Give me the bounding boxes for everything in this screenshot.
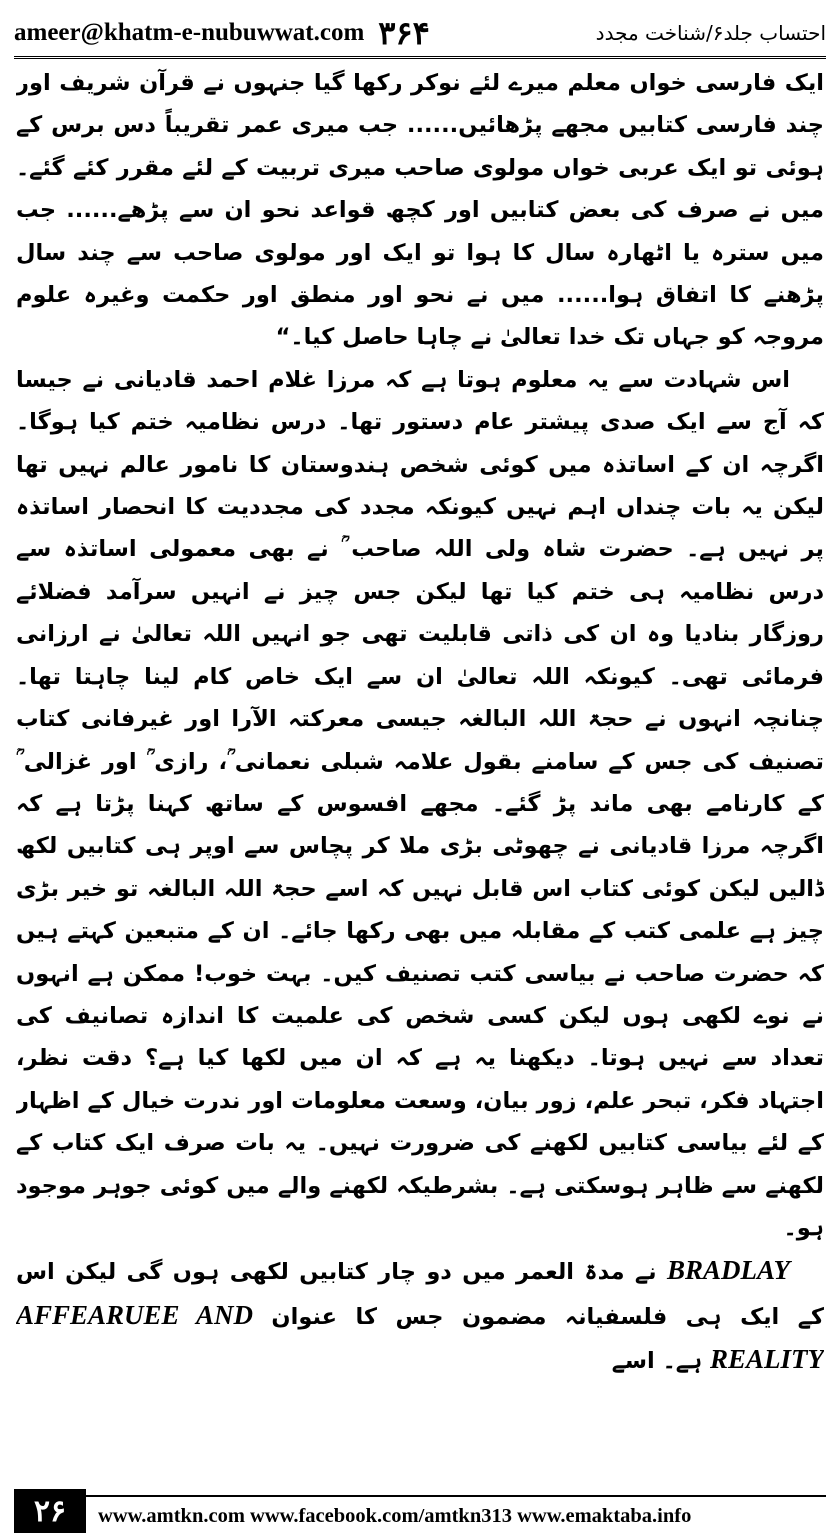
page-body [16,62,824,1478]
header-book-title: احتساب جلد۶/شناخت مجدد [595,21,826,45]
paragraph-quote: ایک فارسی خواں معلم میرے لئے نوکر رکھا گیا جنہوں نے قرآن شریف اور چند فارسی کتابیں مجھے پڑھائیں...... جب میری عمر تقریباً دس برس کے ہوئی تو ایک عربی خواں مولوی صاحب میری تربیت کے لئے مقرر کئے گئے۔ میں نے صرف کی بعض کتابیں اور کچھ قواعد نحو ان سے پڑھے...... جب میں سترہ یا اٹھارہ سال کا ہوا تو ایک اور مولوی صاحب سے چند سال پڑھنے کا اتفاق ہوا...... میں نے نحو اور منطق اور حکمت وغیرہ علوم مروجہ کو جہاں تک خدا تعالیٰ نے چاہا حاصل کیا۔“ [16,70,824,351]
header-left [14,14,430,52]
footer-page-number: ۲۶ [14,1489,86,1533]
page-footer [14,1488,826,1534]
latin-title-reality: AFFEARUEE AND REALITY [16,1299,824,1375]
paragraph-bradlay-text2: ہے۔ اسے [611,1348,710,1375]
page-header [14,10,826,59]
header-email: ameer@khatm-e-nubuwwat.com [14,19,365,46]
paragraph-bradlay [16,1249,824,1382]
header-page-number: ۳۶۴ [378,14,430,52]
paragraph-bradlay-text1: نے مدۃ العمر میں دو چار کتابیں لکھی ہوں گی لیکن اس کے ایک ہی فلسفیانہ مضمون جس کا عنوان [16,1259,824,1330]
latin-name-bradlay: BRADLAY [666,1255,790,1286]
footer-urls: www.amtkn.com www.facebook.com/amtkn313 www.emaktaba.info [86,1495,826,1535]
paragraph-analysis: اس شہادت سے یہ معلوم ہوتا ہے کہ مرزا غلام احمد قادیانی نے جیسا کہ آج سے ایک صدی پیشتر عام دستور تھا۔ درس نظامیہ ختم کیا ہوگا۔ اگرچہ ان کے اساتذہ میں کوئی شخص ہندوستان کا نامور عالم نہیں تھا لیکن یہ بات چنداں اہم نہیں کیونکہ مجدد کی مجددیت کا انحصار اساتذہ پر نہیں ہے۔ حضرت شاہ ولی اللہ صاحب ؒ نے بھی معمولی اساتذہ سے درس نظامیہ ہی ختم کیا تھا لیکن جس چیز نے انہیں سرآمد فضلائے روزگار بنادیا وہ ان کی ذاتی قابلیت تھی جو انہیں اللہ تعالیٰ نے ارزانی فرمائی تھی۔ کیونکہ اللہ تعالیٰ ان سے ایک خاص کام لینا چاہتا تھا۔ چنانچہ انہوں نے حجۃ اللہ البالغہ جیسی معرکتہ الآرا اور غیرفانی کتاب تصنیف کی جس کے سامنے بقول علامہ شبلی نعمانی ؒ، رازی ؒ اور غزالی ؒ کے کارنامے بھی ماند پڑ گئے۔ مجھے افسوس کے ساتھ کہنا پڑتا ہے کہ اگرچہ مرزا قادیانی نے چھوٹی بڑی ملا کر پچاس سے اوپر ہی کتابیں لکھ ڈالیں لیکن کوئی کتاب اس قابل نہیں کہ اسے حجۃ اللہ البالغہ تو خیر بڑی چیز ہے علمی کتب کے مقابلہ میں بھی رکھا جائے۔ ان کے متبعین کہتے ہیں کہ حضرت صاحب نے بیاسی کتب تصنیف کیں۔ بہت خوب! ممکن ہے انہوں نے نوے لکھی ہوں لیکن کسی شخص کی علمیت کا اندازہ تصانیف کی تعداد سے نہیں ہوتا۔ دیکھنا یہ ہے کہ ان میں لکھا کیا ہے؟ دقت نظر، اجتہاد فکر، تبحر علم، زور بیان، وسعت معلومات اور ندرت خیال کے اظہار کے لئے بیاسی کتابیں لکھنے کی ضرورت نہیں۔ یہ بات صرف ایک کتاب کے لکھنے سے ظاہر ہوسکتی ہے۔ بشرطیکہ لکھنے والے میں کوئی جوہر موجود ہو۔ [16,366,824,1241]
